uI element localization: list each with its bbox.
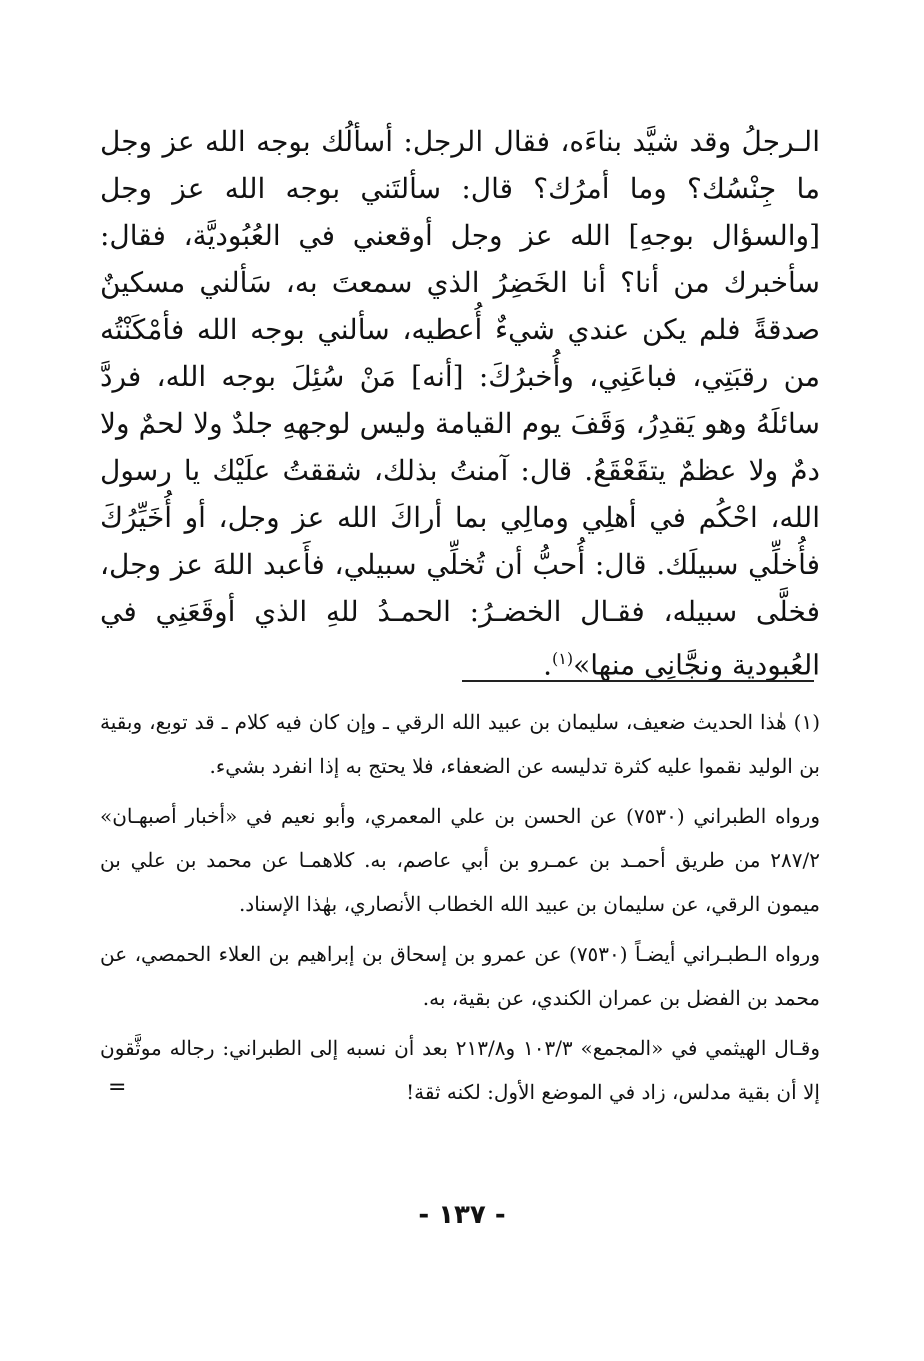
main-paragraph xyxy=(100,118,820,688)
footnote-divider xyxy=(462,680,814,682)
page-number: - ١٣٧ - xyxy=(418,1200,506,1230)
footnotes-block xyxy=(100,700,820,1120)
footnote-paragraph-last xyxy=(100,1026,820,1114)
footnote-paragraph: (١) هٰذا الحديث ضعيف، سليمان بن عبيد الله الرقي ـ وإن كان فيه كلام ـ قد توبع، وبقية بن الوليد نقموا عليه كثرة تدليسه عن الضعفاء، فلا يحتج به إذا انفرد بشيء. xyxy=(100,710,820,778)
footnote-reference: (١) xyxy=(552,649,574,668)
main-paragraph-text: الـرجلُ وقد شيَّد بناءَه، فقال الرجل: أسألُك بوجه الله عز وجل ما جِنْسُك؟ وما أمرُك؟ قال: سألتَني بوجه الله عز وجل [والسؤال بوجهِ] الله عز وجل أوقعني في العُبُوديَّة، فقال: سأخبرك من أنا؟ أنا الخَضِرُ الذي سمعتَ به، سَألني مسكينٌ صدقةً فلم يكن عندي شيءٌ أُعطيه، سألني بوجه الله فأمْكَنْتُه من رقبَتِي، فباعَنِي، وأُخبرُكَ: [أنه] مَنْ سُئِلَ بوجه الله، فردَّ سائلَهُ وهو يَقدِرُ، وَقَفَ يوم القيامة وليس لوجههِ جلدٌ ولا لحمٌ ولا دمٌ ولا عظمٌ يتقَعْقَعُ. قال: آمنتُ بذلك، شققتُ علَيْك يا رسول الله، احْكُم في أهلِي ومالِي بما أراكَ الله عز وجل، أو أُخَيِّرُكَ فأُخلِّي سبيلَك. قال: أُحبُّ أن تُخلِّي سبيلي، فأَعبد اللهَ عز وجل، فخلَّى سبيله، فقـال الخضـرُ: الحمـدُ للهِ الذي أوقَعَنِي في العُبودية ونجَّانِي منها» xyxy=(100,125,820,682)
footnote-paragraph: ورواه الطبراني (٧٥٣٠) عن الحسن بن علي المعمري، وأبو نعيم في «أخبار أصبهـان» ٢٨٧/٢ من طريق أحمـد بن عمـرو بن أبي عاصم، به. كلاهمـا عن محمد بن علي بن ميمون الرقي، عن سليمان بن عبيد الله الخطاب الأنصاري، بهٰذا الإسناد. xyxy=(100,804,820,916)
footnote-paragraph-text: وقـال الهيثمي في «المجمع» ١٠٣/٣ و٢١٣/٨ بعد أن نسبه إلى الطبراني: رجاله موثَّقون إلا أن بقية مدلس، زاد في الموضع الأول: لكنه ثقة! xyxy=(100,1036,820,1104)
main-paragraph-end: . xyxy=(543,648,553,682)
footnote-paragraph: ورواه الـطبـراني أيضـاً (٧٥٣٠) عن عمرو بن إسحاق بن إبراهيم بن العلاء الحمصي، عن محمد بن الفضل بن عمران الكندي، عن بقية، به. xyxy=(100,942,820,1010)
main-text-block xyxy=(100,118,820,688)
continuation-mark: = xyxy=(108,1075,127,1100)
